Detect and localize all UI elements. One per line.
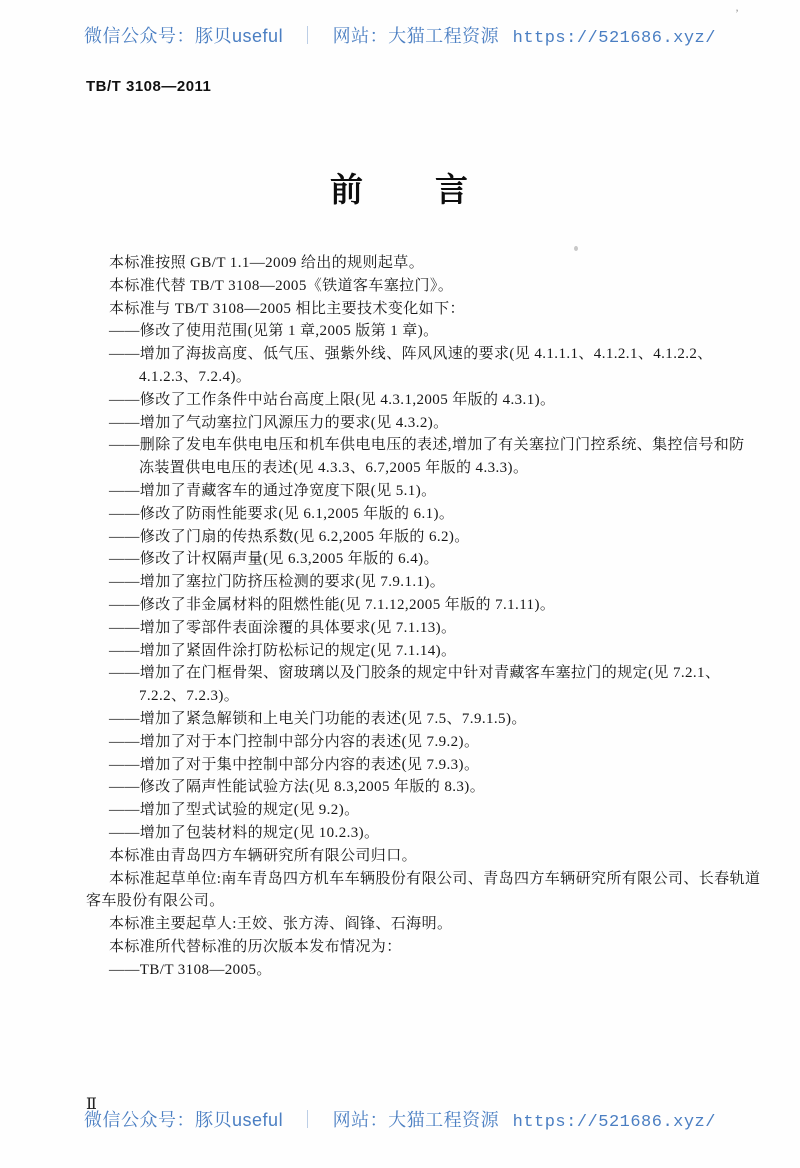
text-line: ——增加了紧急解锁和上电关门功能的表述(见 7.5、7.9.1.5)。 bbox=[109, 710, 527, 727]
page-title: 前 言 bbox=[330, 171, 470, 208]
text-line: ——增加了气动塞拉门风源压力的要求(见 4.3.2)。 bbox=[109, 414, 449, 431]
text-line: ——修改了隔声性能试验方法(见 8.3,2005 年版的 8.3)。 bbox=[109, 779, 486, 796]
text-line: ——TB/T 3108—2005。 bbox=[109, 961, 272, 978]
text-line: 冻装置供电电压的表述(见 4.3.3、6.7,2005 年版的 4.3.3)。 bbox=[139, 460, 529, 477]
text-line: 本标准主要起草人:王姣、张方涛、阎锋、石海明。 bbox=[109, 916, 453, 933]
watermark-footer bbox=[0, 1106, 800, 1132]
text-line: ——增加了型式试验的规定(见 9.2)。 bbox=[109, 802, 360, 819]
wechat-account-label: 微信公众号：豚贝useful bbox=[84, 1110, 284, 1130]
text-line: ——增加了零部件表面涂覆的具体要求(见 7.1.13)。 bbox=[109, 619, 457, 636]
website-label: 网站：大猫工程资源 bbox=[332, 26, 500, 46]
website-url-link[interactable]: https://521686.xyz/ bbox=[512, 29, 716, 48]
text-line: ——删除了发电车供电电压和机车供电电压的表述,增加了有关塞拉门门控系统、集控信号和防 bbox=[109, 437, 745, 454]
text-line: 本标准代替 TB/T 3108—2005《铁道客车塞拉门》。 bbox=[109, 277, 454, 294]
watermark-header bbox=[0, 22, 800, 48]
text-line: ——增加了塞拉门防挤压检测的要求(见 7.9.1.1)。 bbox=[109, 574, 446, 591]
standard-number: TB/T 3108—2011 bbox=[86, 78, 212, 95]
text-line: 本标准与 TB/T 3108—2005 相比主要技术变化如下： bbox=[109, 300, 465, 317]
text-line: 4.1.2.3、7.2.4)。 bbox=[139, 368, 252, 385]
text-line: ——增加了在门框骨架、窗玻璃以及门胶条的规定中针对青藏客车塞拉门的规定(见 7.2.1、 bbox=[109, 665, 721, 682]
text-line: ——增加了海拔高度、低气压、强紫外线、阵风风速的要求(见 4.1.1.1、4.1.2.1、4.1.2.2、 bbox=[109, 346, 713, 363]
text-line: ——修改了计权隔声量(见 6.3,2005 年版的 6.4)。 bbox=[109, 551, 439, 568]
text-line: ——修改了防雨性能要求(见 6.1,2005 年版的 6.1)。 bbox=[109, 505, 455, 522]
wechat-account-label: 微信公众号：豚贝useful bbox=[84, 26, 284, 46]
watermark-separator: ｜ bbox=[298, 26, 318, 46]
text-line: ——增加了青藏客车的通过净宽度下限(见 5.1)。 bbox=[109, 482, 437, 499]
text-line: ——修改了非金属材料的阻燃性能(见 7.1.12,2005 年版的 7.1.11)。 bbox=[109, 596, 556, 613]
text-line: 本标准起草单位:南车青岛四方机车车辆股份有限公司、青岛四方车辆研究所有限公司、长春轨道 bbox=[109, 870, 761, 887]
text-line: ——增加了紧固件涂打防松标记的规定(见 7.1.14)。 bbox=[109, 642, 457, 659]
text-line: ——修改了使用范围(见第 1 章,2005 版第 1 章)。 bbox=[109, 323, 439, 340]
scan-artifact: ’ bbox=[735, 6, 739, 20]
website-label: 网站：大猫工程资源 bbox=[332, 1110, 500, 1130]
scan-artifact bbox=[574, 246, 578, 251]
text-line: 客车股份有限公司。 bbox=[86, 893, 225, 910]
text-line: 本标准所代替标准的历次版本发布情况为： bbox=[109, 938, 402, 955]
text-line: 本标准由青岛四方车辆研究所有限公司归口。 bbox=[109, 847, 418, 864]
text-line: ——增加了对于集中控制中部分内容的表述(见 7.9.3)。 bbox=[109, 756, 480, 773]
text-line: ——修改了工作条件中站台高度上限(见 4.3.1,2005 年版的 4.3.1)。 bbox=[109, 391, 556, 408]
text-line: ——增加了包装材料的规定(见 10.2.3)。 bbox=[109, 824, 380, 841]
body-lines bbox=[86, 252, 761, 982]
text-line: 7.2.2、7.2.3)。 bbox=[139, 688, 240, 705]
page-number: Ⅱ bbox=[86, 1096, 97, 1113]
text-line: 本标准按照 GB/T 1.1—2009 给出的规则起草。 bbox=[109, 255, 425, 271]
text-line: ——增加了对于本门控制中部分内容的表述(见 7.9.2)。 bbox=[109, 733, 480, 750]
text-line: ——修改了门扇的传热系数(见 6.2,2005 年版的 6.2)。 bbox=[109, 528, 470, 545]
website-url-link[interactable]: https://521686.xyz/ bbox=[512, 1113, 716, 1132]
watermark-separator: ｜ bbox=[298, 1110, 318, 1130]
